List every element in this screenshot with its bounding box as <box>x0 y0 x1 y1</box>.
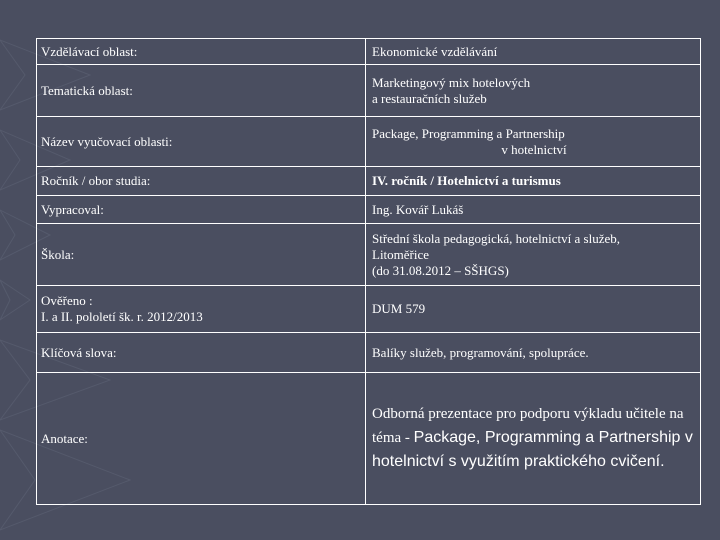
value-teaching-area-line1: Package, Programming a Partnership <box>372 125 565 141</box>
label-verified: Ověřeno : I. a II. pololetí šk. r. 2012/2013 <box>37 286 366 333</box>
table-row <box>37 224 701 286</box>
table-row <box>37 39 701 65</box>
value-teaching-area-line2: v hotelnictví <box>501 141 567 157</box>
value-keywords: Balíky služeb, programování, spolupráce. <box>366 333 701 373</box>
label-school: Škola: <box>37 224 366 286</box>
value-grade-field: IV. ročník / Hotelnictví a turismus <box>366 167 701 196</box>
value-thematic-area: Marketingový mix hotelových a restauračních služeb <box>366 65 701 117</box>
table-row <box>37 373 701 505</box>
table-row <box>37 286 701 333</box>
value-annotation-part2: Package, Programming a Partnership v hotelnictví s využitím praktického cvičení. <box>372 429 693 470</box>
label-grade-field: Ročník / obor studia: <box>37 167 366 196</box>
table-row <box>37 65 701 117</box>
label-keywords: Klíčová slova: <box>37 333 366 373</box>
table-row <box>37 117 701 167</box>
table-row <box>37 333 701 373</box>
value-annotation-part1: Odborná prezentace pro podporu výkladu učitele na téma - <box>372 406 684 446</box>
table-row <box>37 196 701 224</box>
value-author: Ing. Kovář Lukáš <box>366 196 701 224</box>
label-annotation: Anotace: <box>37 373 366 505</box>
value-teaching-area-name <box>366 117 701 167</box>
value-education-area: Ekonomické vzdělávání <box>366 39 701 65</box>
value-annotation <box>366 373 701 505</box>
label-education-area: Vzdělávací oblast: <box>37 39 366 65</box>
label-teaching-area-name: Název vyučovací oblasti: <box>37 117 366 167</box>
label-thematic-area: Tematická oblast: <box>37 65 366 117</box>
table-row <box>37 167 701 196</box>
value-school: Střední škola pedagogická, hotelnictví a služeb, Litoměřice (do 31.08.2012 – SŠHGS) <box>366 224 701 286</box>
value-dum-number: DUM 579 <box>366 286 701 333</box>
document-info-table <box>36 38 701 505</box>
label-author: Vypracoval: <box>37 196 366 224</box>
